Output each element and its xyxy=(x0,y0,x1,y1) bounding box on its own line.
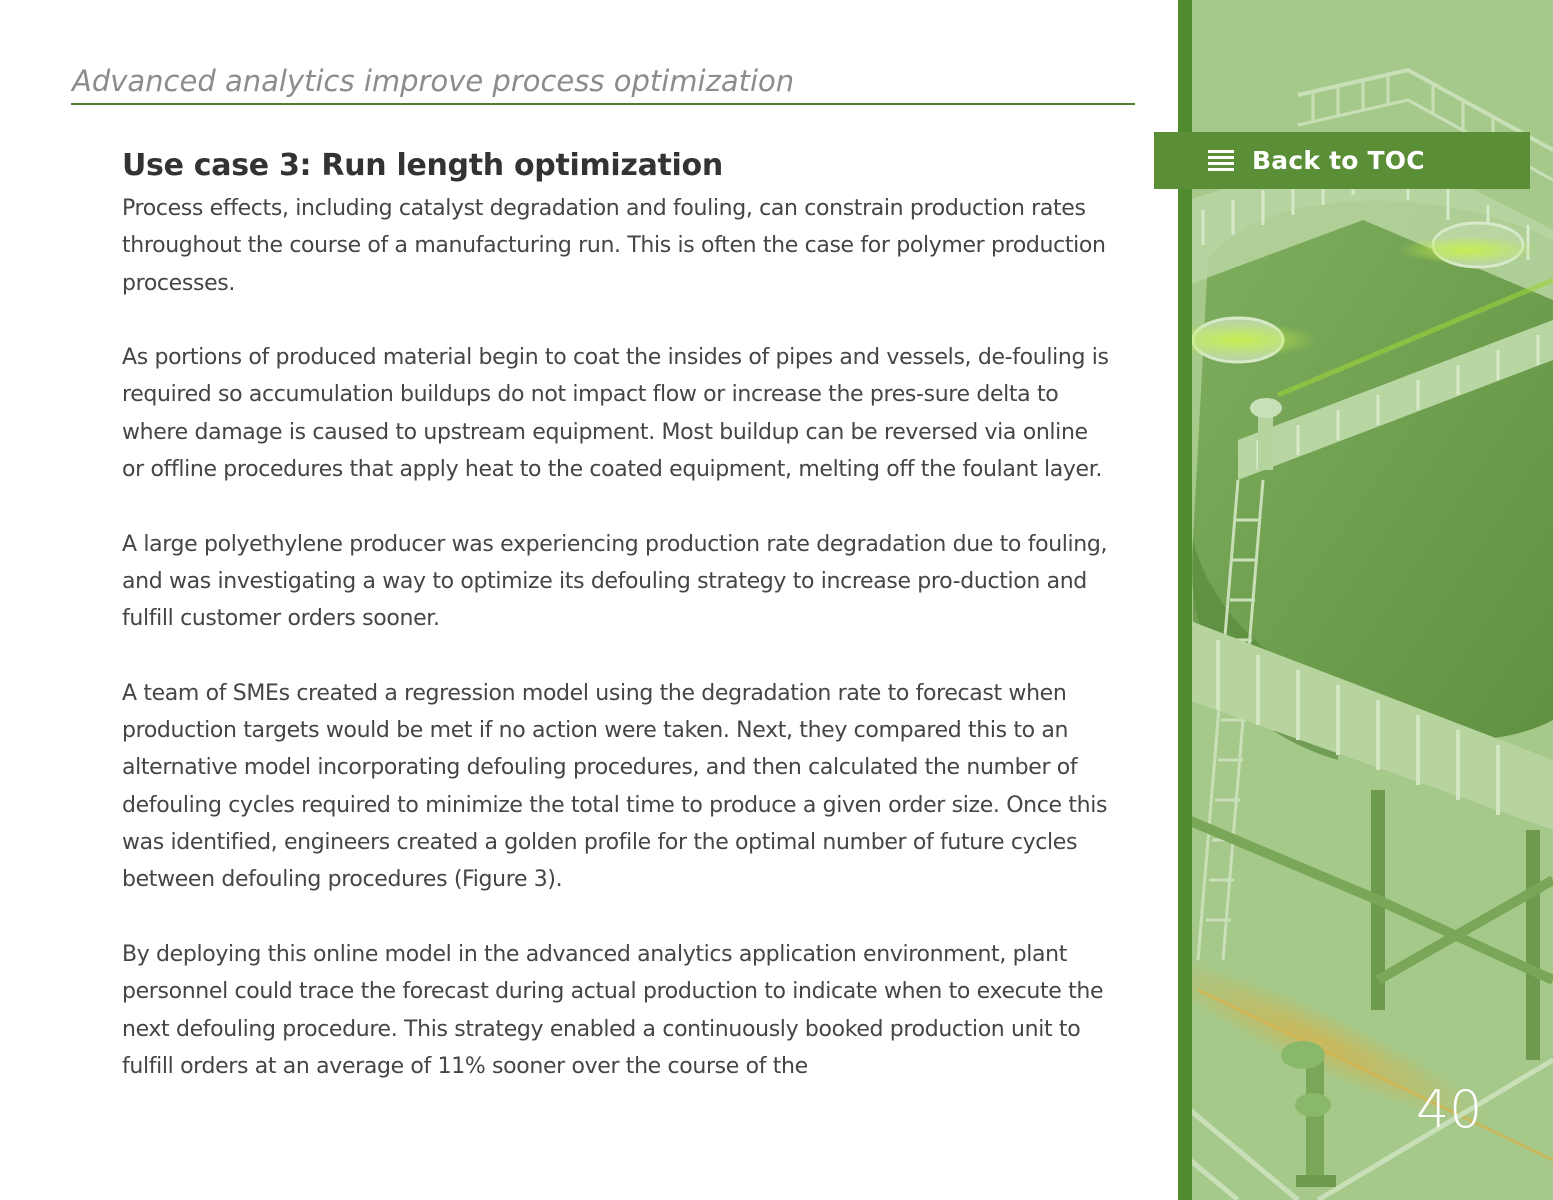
main-content xyxy=(122,147,1112,1085)
header-rule xyxy=(71,103,1135,105)
paragraph-2: As portions of produced material begin to coat the insides of pipes and vessels, de-fouling is required so accumulation buildups do not impact flow or increase the pres-sure delta to where damage is caused to upstream equipment. Most buildup can be reversed via online or offline procedures that apply heat to the coated equipment, melting off the foulant layer. xyxy=(122,345,1109,483)
page-number: 40 xyxy=(1416,1080,1483,1140)
paragraph-5: By deploying this online model in the advanced analytics application environment, plant personnel could trace the forecast during actual production to indicate when to execute the next defouling procedure. This strategy enabled a continuously booked production unit to fulfill orders at an average of 11% sooner over the course of the xyxy=(122,941,1104,1079)
paragraph-4: A team of SMEs created a regression model using the degradation rate to forecast when production targets would be met if no action were taken. Next, they compared this to an alternative model incorporating defouling procedures, and then calculated the number of defouling cycles required to minimize the total time to produce a given order size. Once this was identified, engineers created a golden profile for the optimal number of future cycles between defouling procedures (Figure 3). xyxy=(122,680,1108,893)
paragraph-3: A large polyethylene producer was experiencing production rate degradation due to fouling, and was investigating a way to optimize its defouling strategy to increase pro-duction and fulfill customer orders sooner. xyxy=(122,531,1108,632)
back-to-toc-button[interactable] xyxy=(1154,132,1530,189)
running-header: Advanced analytics improve process optimization xyxy=(72,64,795,98)
section-title: Use case 3: Run length optimization xyxy=(122,148,723,183)
paragraph-1: Process effects, including catalyst degradation and fouling, can constrain production rates throughout the course of a manufacturing run. This is often the case for polymer production processes. xyxy=(122,196,1106,296)
list-icon xyxy=(1208,150,1234,172)
back-to-toc-label: Back to TOC xyxy=(1252,146,1425,175)
